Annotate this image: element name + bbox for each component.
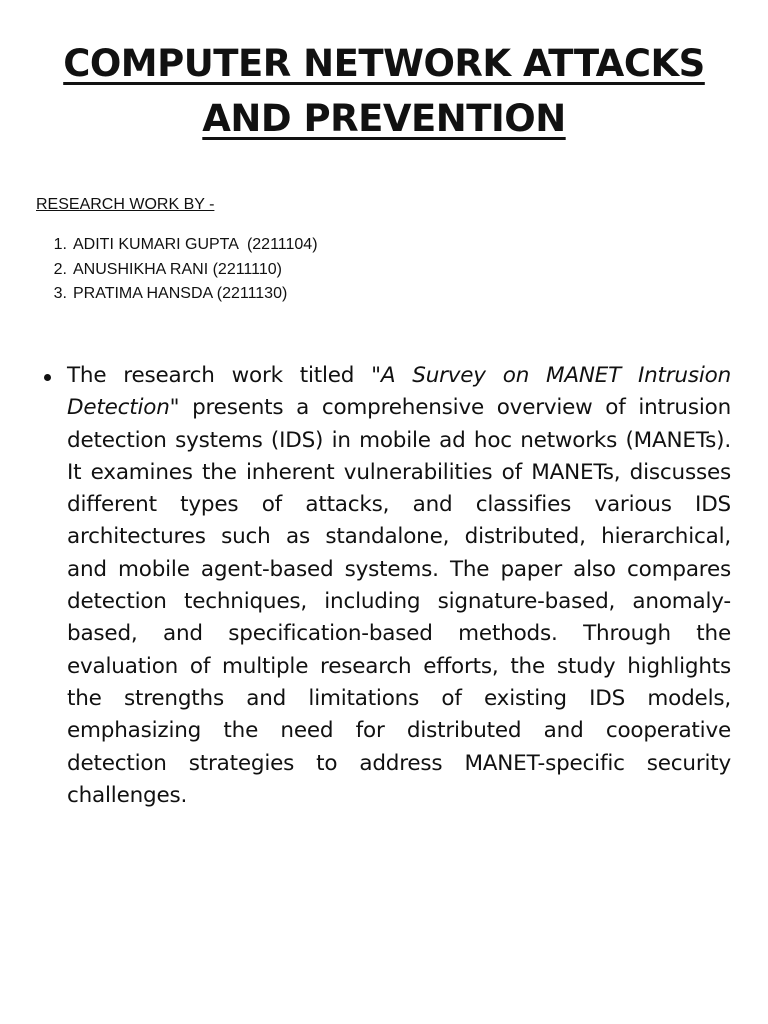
author-item bbox=[36, 233, 318, 258]
summary-body: presents a comprehensive overview of intrusion detection systems (IDS) in mobile ad hoc networks (MANETs). It examines the inherent vulnerabilities of MANETs, discusses different types of attacks, and classifies various IDS architectures such as standalone, distributed, hierarchical, and mobile agent-based systems. The paper also compares detection techniques, including signature-based, anomaly-based, and specification-based methods. Through the evaluation of multiple research efforts, the study highlights the strengths and limitations of existing IDS models, emphasizing the need for distributed and cooperative detection strategies to address MANET-specific security challenges. bbox=[67, 395, 731, 808]
page-title bbox=[40, 36, 728, 146]
title-line-1: COMPUTER NETWORK ATTACKS bbox=[63, 42, 705, 85]
author-name: ADITI KUMARI GUPTA (2211104) bbox=[73, 236, 318, 253]
summary-paragraph bbox=[67, 360, 731, 812]
author-item bbox=[36, 258, 318, 283]
research-byline: RESEARCH WORK BY - bbox=[36, 196, 215, 213]
paper-title: "A Survey on MANET Intrusion Detection" bbox=[67, 363, 732, 421]
author-number: 3. bbox=[53, 285, 67, 302]
author-number: 2. bbox=[53, 260, 67, 278]
author-name: ANUSHIKHA RANI (2211110) bbox=[73, 260, 282, 278]
title-line-2: AND PREVENTION bbox=[202, 97, 566, 140]
author-number: 1. bbox=[53, 236, 67, 253]
author-name: PRATIMA HANSDA (2211130) bbox=[73, 285, 288, 302]
summary-intro: The research work titled bbox=[67, 363, 372, 388]
author-list bbox=[36, 233, 318, 307]
bullet-icon bbox=[44, 374, 51, 381]
author-item bbox=[36, 282, 318, 307]
